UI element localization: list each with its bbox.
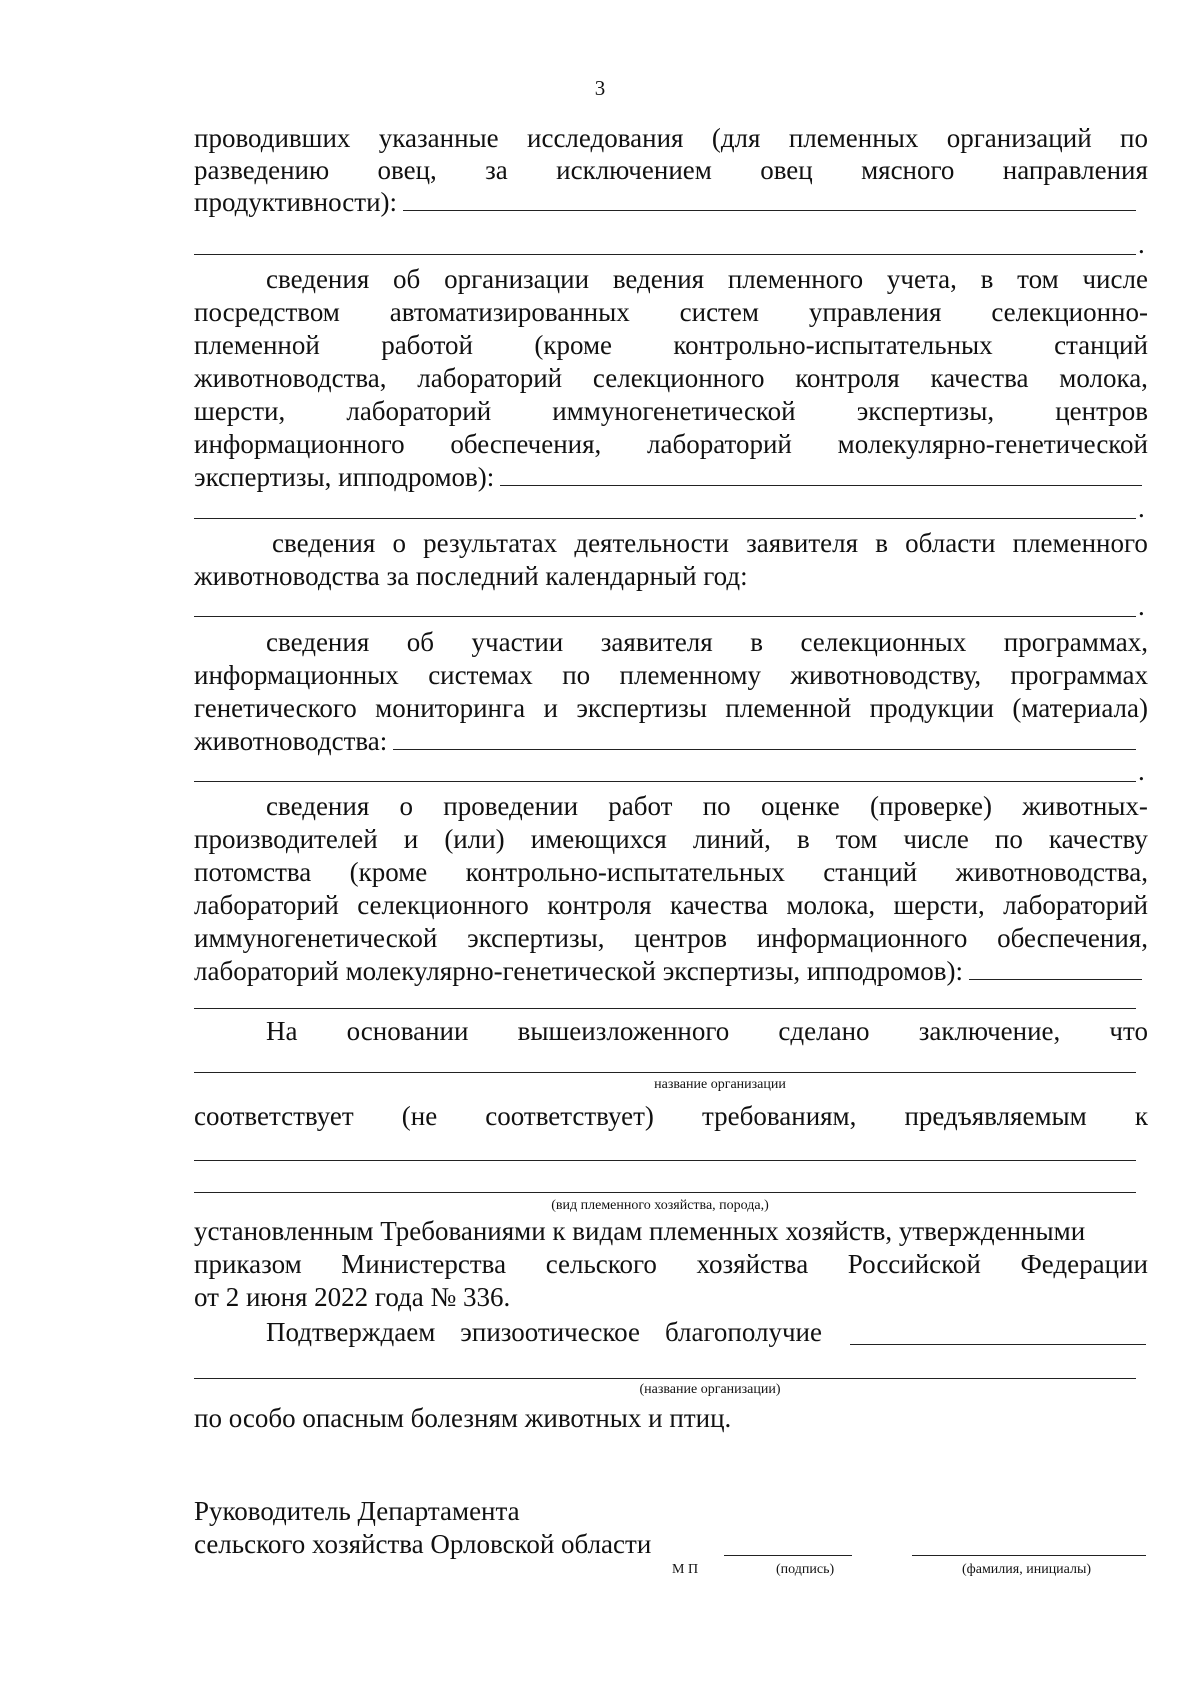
word: сведения	[272, 528, 376, 558]
caption-farm-type: (вид племенного хозяйства, порода,)	[551, 1198, 769, 1213]
word: программах	[1010, 660, 1148, 690]
word: предъявляемым	[904, 1101, 1087, 1131]
word: о	[399, 791, 414, 821]
signature-line	[724, 1555, 852, 1556]
word: том	[835, 824, 878, 854]
word: результатах	[423, 528, 558, 558]
fill-in-line	[500, 461, 1142, 486]
word: хозяйства	[696, 1249, 809, 1279]
text-fragment: лабораторий молекулярно-генетической экспертизы, ипподромов):	[194, 956, 963, 986]
fill-in-line	[194, 254, 1136, 255]
word: лабораторий	[346, 396, 492, 426]
word: управления	[808, 297, 942, 327]
text-line	[194, 1248, 1148, 1281]
word: работой	[381, 330, 473, 360]
word: На	[266, 1016, 298, 1046]
text-line: установленным Требованиями к видам племенных хозяйств, утвержденными	[194, 1216, 1086, 1246]
page-number: 3	[594, 76, 606, 100]
word: о	[392, 528, 406, 558]
text-fragment: животноводства:	[194, 726, 388, 756]
word: лабораторий	[194, 890, 339, 920]
word: имеющихся	[530, 824, 667, 854]
word: системах	[428, 660, 533, 690]
word: обеспечения,	[997, 923, 1148, 953]
text-line	[194, 1100, 1148, 1133]
word: и	[403, 824, 419, 854]
word: том	[1017, 264, 1059, 294]
word: животных-	[1022, 791, 1148, 821]
word: основании	[346, 1016, 469, 1046]
signature-title: сельского хозяйства Орловской области	[194, 1529, 652, 1559]
text-line: по особо опасным болезням животных и птиц.	[194, 1403, 732, 1433]
text-line-with-blank	[194, 725, 1136, 758]
word: (или)	[444, 824, 505, 854]
word: указанные	[378, 123, 499, 153]
fill-in-line	[393, 725, 1136, 750]
text-line: от 2 июня 2022 года № 336.	[194, 1282, 511, 1312]
word: контрольно-испытательных	[673, 330, 993, 360]
text-line-with-blank	[194, 955, 1142, 988]
word: контроля	[795, 363, 900, 393]
word: Российской	[847, 1249, 981, 1279]
word: племенному	[619, 660, 761, 690]
word: к	[1134, 1101, 1148, 1131]
word: благополучие	[664, 1317, 822, 1347]
word: племенного	[727, 264, 864, 294]
word: селекционного	[592, 363, 765, 393]
word: требованиям,	[702, 1101, 857, 1131]
word: экспертизы	[576, 693, 707, 723]
text-fragment: экспертизы, ипподромов):	[194, 462, 495, 492]
text-line	[266, 1015, 1148, 1048]
word: об	[393, 264, 421, 294]
word: посредством	[194, 297, 340, 327]
text-line	[194, 889, 1148, 922]
word: в	[796, 824, 810, 854]
word: центров	[1055, 396, 1148, 426]
word: станций	[823, 857, 918, 887]
word: программах,	[1003, 627, 1148, 657]
word: числе	[1082, 264, 1148, 294]
word: (для	[711, 123, 761, 153]
fill-in-line	[194, 518, 1136, 519]
word: селекционного	[357, 890, 529, 920]
fill-in-line	[194, 1072, 1136, 1073]
stamp-place-label: М П	[672, 1562, 699, 1577]
text-line	[194, 362, 1148, 395]
word: селекционных	[800, 627, 967, 657]
period-mark: .	[1138, 229, 1145, 259]
word: продукции	[869, 693, 994, 723]
word: овец	[760, 155, 813, 185]
word: сведения	[266, 627, 370, 657]
word: контрольно-испытательных	[465, 857, 785, 887]
word: линий,	[692, 824, 771, 854]
word: племенной	[194, 330, 320, 360]
word: сведения	[266, 791, 370, 821]
text-line	[272, 527, 1148, 560]
word: разведению	[194, 155, 330, 185]
fill-in-line	[194, 616, 1136, 617]
word: мясного	[861, 155, 955, 185]
word: центров	[634, 923, 728, 953]
word: в	[750, 627, 763, 657]
fill-in-line	[194, 781, 1136, 782]
word: информационного	[194, 429, 405, 459]
text-line	[266, 263, 1148, 296]
word: племенных	[788, 123, 919, 153]
fill-in-line	[969, 955, 1142, 980]
word: исследования	[527, 123, 684, 153]
text-line-with-blank	[194, 186, 1136, 219]
word: и	[543, 693, 558, 723]
word: экспертизы,	[467, 923, 605, 953]
caption-organization: название организации	[654, 1077, 786, 1092]
period-mark: .	[1138, 493, 1145, 523]
name-line	[912, 1555, 1146, 1556]
text-line	[194, 659, 1148, 692]
word: сельского	[545, 1249, 657, 1279]
word: по	[562, 660, 591, 690]
word: овец,	[377, 155, 437, 185]
word: (кроме	[349, 857, 428, 887]
word: качества	[670, 890, 769, 920]
word: направления	[1002, 155, 1148, 185]
word: проведении	[443, 791, 579, 821]
word: автоматизированных	[389, 297, 630, 327]
fill-in-line	[194, 1160, 1136, 1161]
text-line	[194, 296, 1148, 329]
text-line	[266, 790, 1148, 823]
word: исключением	[556, 155, 712, 185]
word: учета,	[886, 264, 957, 294]
word: шерсти,	[893, 890, 985, 920]
text-line	[194, 428, 1148, 461]
word: организации	[444, 264, 590, 294]
word: племенной	[725, 693, 852, 723]
caption-signature: (подпись)	[776, 1562, 835, 1577]
word: (материала)	[1012, 693, 1148, 723]
text-line: животноводства за последний календарный год:	[194, 561, 748, 591]
word: заключение,	[918, 1016, 1061, 1046]
word: в	[875, 528, 888, 558]
word: иммуногенетической	[194, 923, 438, 953]
signature-title: Руководитель Департамента	[194, 1496, 520, 1526]
word: числе	[903, 824, 969, 854]
text-line	[194, 329, 1148, 362]
word: лабораторий	[417, 363, 563, 393]
word: в	[980, 264, 994, 294]
word: животноводства,	[955, 857, 1148, 887]
text-line	[194, 154, 1148, 187]
word: ведения	[612, 264, 705, 294]
text-line	[194, 395, 1148, 428]
fill-in-line	[194, 1378, 1136, 1379]
word: лабораторий	[1003, 890, 1148, 920]
word: Федерации	[1020, 1249, 1148, 1279]
word: производителей	[194, 824, 378, 854]
word: информационного	[756, 923, 968, 953]
text-line-with-blank	[194, 461, 1142, 494]
word: участии	[471, 627, 564, 657]
text-line	[194, 122, 1148, 155]
word: мониторинга	[375, 693, 526, 723]
word: соответствует)	[485, 1101, 654, 1131]
word: систем	[679, 297, 759, 327]
word: молекулярно-генетической	[837, 429, 1148, 459]
word: проводивших	[194, 123, 351, 153]
text-line	[194, 922, 1148, 955]
text-line	[194, 856, 1148, 889]
word: работ	[608, 791, 673, 821]
word: контроля	[547, 890, 652, 920]
word: что	[1109, 1016, 1148, 1046]
period-mark: .	[1138, 591, 1145, 621]
word: молока,	[1059, 363, 1148, 393]
word: генетического	[194, 693, 357, 723]
word: информационных	[194, 660, 399, 690]
word: молока,	[786, 890, 876, 920]
word: об	[406, 627, 434, 657]
word: оценке	[760, 791, 840, 821]
word: потомства	[194, 857, 312, 887]
word: качеству	[1048, 824, 1148, 854]
word: племенного	[1012, 528, 1148, 558]
word: деятельности	[574, 528, 729, 558]
word: сделано	[778, 1016, 870, 1046]
caption-organization: (название организации)	[639, 1382, 781, 1397]
word: качества	[930, 363, 1029, 393]
word: (кроме	[534, 330, 613, 360]
text-line	[194, 823, 1148, 856]
word: по	[994, 824, 1023, 854]
word: приказом	[194, 1249, 302, 1279]
word: иммуногенетической	[552, 396, 796, 426]
fill-in-line	[194, 1008, 1136, 1009]
text-line	[266, 626, 1148, 659]
word: области	[905, 528, 996, 558]
caption-name: (фамилия, инициалы)	[962, 1562, 1092, 1577]
word: заявителя	[746, 528, 859, 558]
word: шерсти,	[194, 396, 286, 426]
text-line	[266, 1316, 822, 1349]
fill-in-line	[403, 186, 1136, 211]
word: станций	[1054, 330, 1148, 360]
text-fragment: продуктивности):	[194, 187, 398, 217]
fill-in-line	[194, 1192, 1136, 1193]
word: (проверке)	[870, 791, 992, 821]
period-mark: .	[1138, 756, 1145, 786]
word: организаций	[946, 123, 1092, 153]
word: лабораторий	[647, 429, 792, 459]
word: обеспечения,	[450, 429, 602, 459]
text-line	[194, 692, 1148, 725]
word: (не	[401, 1101, 438, 1131]
word: эпизоотическое	[460, 1317, 640, 1347]
word: Министерства	[341, 1249, 507, 1279]
word: животноводству,	[790, 660, 982, 690]
word: за	[485, 155, 508, 185]
word: заявителя	[600, 627, 713, 657]
word: экспертизы,	[856, 396, 995, 426]
word: соответствует	[194, 1101, 354, 1131]
word: Подтверждаем	[266, 1317, 436, 1347]
word: по	[1120, 123, 1148, 153]
word: селекционно-	[991, 297, 1148, 327]
word: животноводства,	[194, 363, 387, 393]
word: вышеизложенного	[517, 1016, 730, 1046]
word: сведения	[266, 264, 370, 294]
word: по	[702, 791, 731, 821]
fill-in-line	[850, 1344, 1146, 1345]
